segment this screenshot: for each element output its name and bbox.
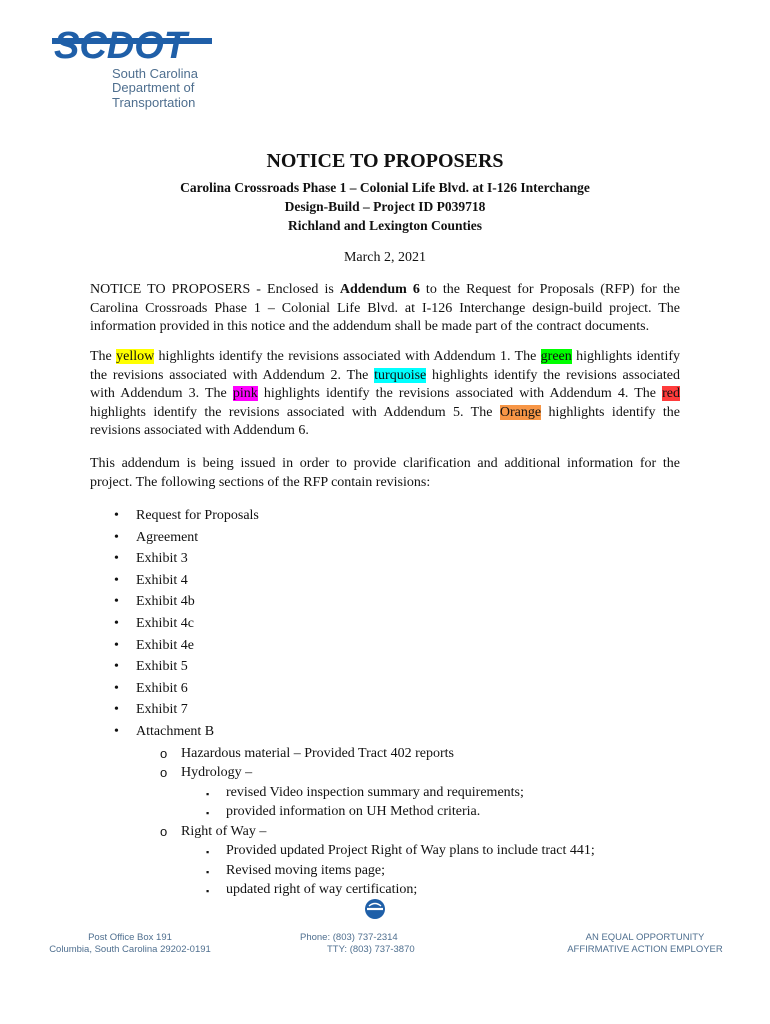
- notice-date: March 2, 2021: [343, 250, 427, 265]
- sub-sub-list-item-text: revised Video inspection summary and requirements;: [226, 784, 524, 800]
- square-bullet-icon: ▪: [206, 788, 210, 799]
- legend-text: The: [90, 349, 117, 364]
- square-bullet-icon: ▪: [206, 866, 210, 877]
- intro-paragraph: [90, 281, 680, 337]
- project-subheading: Carolina Crossroads Phase 1 – Colonial Life Blvd. at I-126 Interchange: [180, 180, 590, 195]
- circle-bullet-icon: o: [160, 823, 168, 839]
- footer-tty-line: TTY: (803) 737-3870: [327, 944, 415, 955]
- legend-text: highlights identify the revisions associated with Addendum 1. The: [154, 349, 541, 364]
- sub-sub-list-item-text: Revised moving items page;: [226, 862, 386, 878]
- footer-address: [45, 932, 215, 956]
- footer-eeo: [560, 932, 730, 956]
- sub-list-item-text: Hazardous material – Provided Tract 402 reports: [181, 745, 454, 761]
- pink-highlight-word: pink: [232, 386, 258, 401]
- red-highlight-word: red: [662, 386, 680, 401]
- bullet-icon: •: [114, 594, 119, 610]
- legend-text: highlights identify the revisions associated with Addendum 5. The: [90, 404, 500, 420]
- bullet-icon: •: [114, 702, 119, 718]
- footer-eeo-line2: AFFIRMATIVE ACTION EMPLOYER: [567, 944, 723, 955]
- sub-list-item-text: Hydrology –: [181, 765, 253, 781]
- addendum-label: Addendum 6: [339, 282, 420, 297]
- square-bullet-icon: ▪: [206, 808, 210, 819]
- list-item-text: Agreement: [136, 529, 199, 545]
- orange-highlight-word: Orange: [499, 404, 542, 420]
- bullet-icon: •: [114, 637, 119, 653]
- sub-sub-list-item-text: provided information on UH Method criteria.: [226, 804, 481, 820]
- square-bullet-icon: ▪: [206, 847, 210, 858]
- circle-bullet-icon: o: [160, 765, 168, 781]
- revisions-intro-paragraph: This addendum is being issued in order to provide clarification and additional information for the project. The following sections of the RFP contain revisions:: [90, 456, 680, 490]
- bullet-icon: •: [114, 508, 119, 523]
- list-item-text: Request for Proposals: [136, 508, 259, 523]
- scdot-emblem-icon: [364, 898, 386, 920]
- bullet-icon: •: [114, 615, 119, 631]
- agency-name-line2: Department of Transportation: [112, 80, 196, 110]
- list-item-text: Exhibit 3: [136, 551, 188, 567]
- sub-list-item-text: Right of Way –: [181, 823, 267, 839]
- bullet-icon: •: [114, 659, 119, 675]
- scdot-logo-mark-icon: [52, 24, 212, 64]
- footer-address-line2: Columbia, South Carolina 29202-0191: [49, 944, 211, 955]
- yellow-highlight-word: yellow: [116, 349, 155, 364]
- list-item-text: Exhibit 4c: [136, 615, 194, 631]
- agency-name-line1: South Carolina: [112, 66, 198, 81]
- bullet-icon: •: [114, 529, 119, 545]
- intro-text-start: NOTICE TO PROPOSERS - Enclosed is: [90, 282, 340, 297]
- footer-phone-line: Phone: (803) 737-2314: [300, 932, 398, 943]
- legend-text: highlights identify the revisions associated with Addendum 3. The: [90, 367, 680, 401]
- footer-address-line1: Post Office Box 191: [88, 932, 172, 943]
- intro-text-end: to the Request for Proposals (RFP) for the Carolina Crossroads Phase 1 – Colonial Life Blvd. at I-126 Interchange design-build project. The information provided in this notice and the addendum shall be made part of the contract documents.: [90, 282, 681, 334]
- list-item-text: Exhibit 4b: [136, 594, 195, 610]
- legend-text: highlights identify the revisions associated with Addendum 4. The: [257, 386, 663, 401]
- list-item-text: Exhibit 4: [136, 572, 188, 588]
- sub-sub-list-item-text: updated right of way certification;: [226, 882, 418, 898]
- circle-bullet-icon: o: [160, 745, 168, 761]
- list-item-text: Exhibit 5: [136, 659, 188, 675]
- legend-text: highlights identify the revisions associated with Addendum 6.: [90, 404, 680, 438]
- bullet-icon: •: [114, 680, 119, 696]
- page-title: NOTICE TO PROPOSERS: [266, 150, 504, 172]
- highlight-legend-paragraph: [90, 348, 680, 441]
- counties-subheading: Richland and Lexington Counties: [288, 218, 482, 233]
- list-item-text: Exhibit 6: [136, 680, 188, 696]
- square-bullet-icon: ▪: [206, 886, 210, 897]
- green-highlight-word: green: [540, 349, 572, 364]
- list-item-text: Exhibit 4e: [136, 637, 194, 653]
- logo-wordmark: SCDOT: [54, 25, 187, 64]
- scdot-logo: [52, 24, 212, 110]
- bullet-icon: •: [114, 723, 119, 739]
- bullet-icon: •: [114, 551, 119, 567]
- sub-sub-list-item-text: Provided updated Project Right of Way plans to include tract 441;: [226, 843, 595, 859]
- turquoise-highlight-word: turquoise: [374, 367, 427, 383]
- list-item-text: Attachment B: [136, 723, 215, 739]
- bullet-icon: •: [114, 572, 119, 588]
- project-id-subheading: Design-Build – Project ID P039718: [284, 199, 486, 214]
- footer-eeo-line1: AN EQUAL OPPORTUNITY: [585, 932, 705, 943]
- legend-text: highlights identify the revisions associated with Addendum 2. The: [90, 349, 680, 383]
- list-item-text: Exhibit 7: [136, 702, 188, 718]
- footer-phone: [300, 932, 440, 956]
